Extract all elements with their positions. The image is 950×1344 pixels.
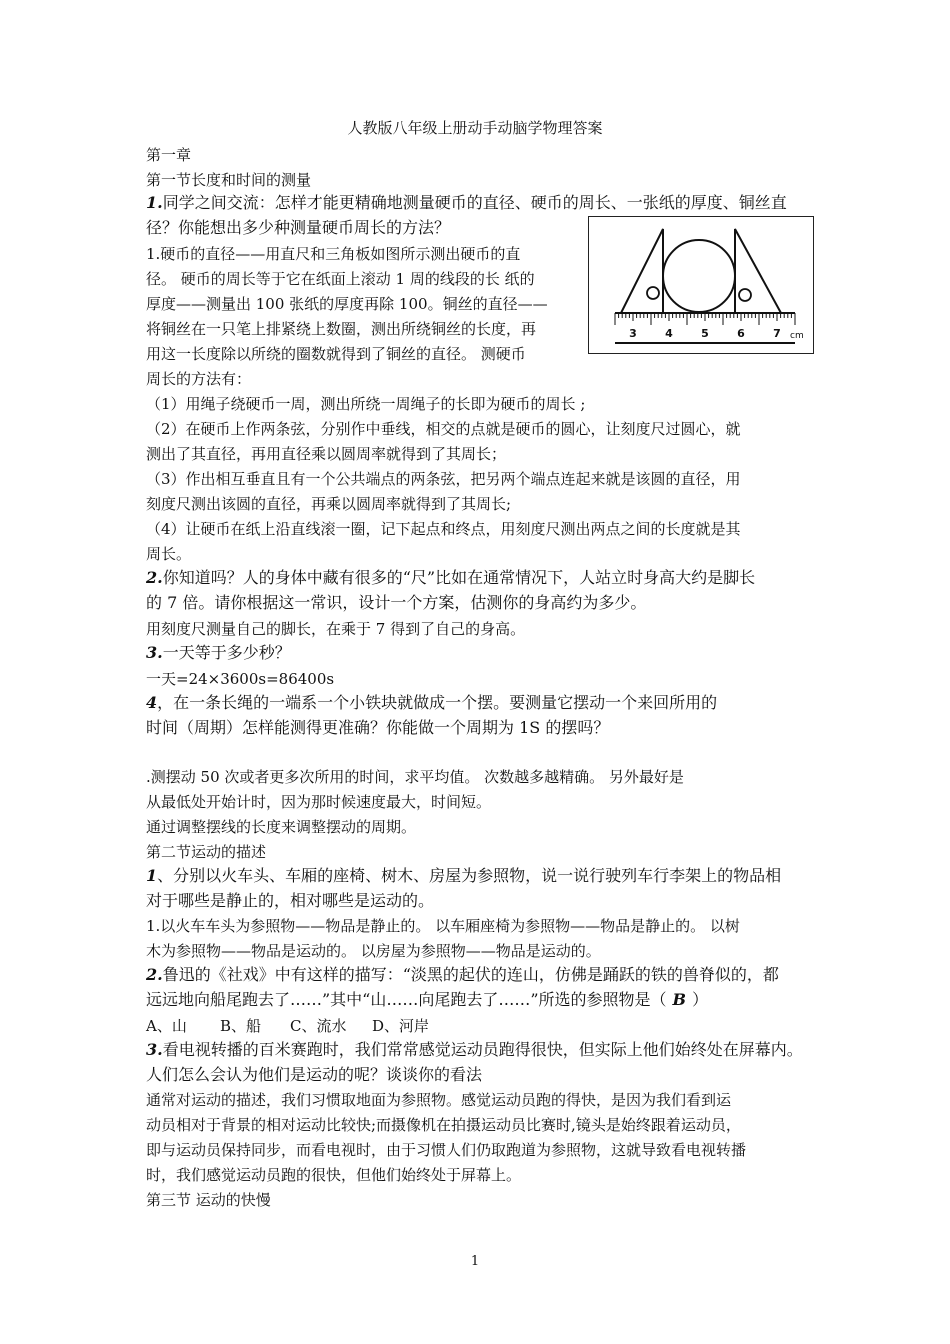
coin-diameter-figure [588, 216, 814, 354]
answer-line: 厚度——测量出 100 张纸的厚度再除 100。铜丝的直径—— [146, 295, 548, 313]
question-line: 人们怎么会认为他们是运动的呢？谈谈你的看法 [146, 1065, 483, 1084]
ruler-triangle-coin-illustration [589, 217, 813, 353]
question-line: 时间（周期）怎样能测得更准确？你能做一个周期为 1S 的摆吗？ [146, 718, 610, 737]
question-line [146, 568, 755, 588]
question-text: 你知道吗？人的身体中藏有很多的“尺”比如在通常情况下，人站立时身高大约是脚长 [162, 568, 756, 587]
question-line: 径？你能想出多少种测量硬币周长的方法？ [146, 218, 451, 237]
question-line [146, 990, 708, 1010]
section-heading: 第一节长度和时间的测量 [146, 171, 312, 189]
chapter-heading: 第一章 [146, 146, 192, 164]
section-heading: 第二节运动的描述 [146, 843, 267, 861]
section-heading: 第三节 运动的快慢 [146, 1191, 271, 1209]
answer-line: 从最低处开始计时，因为那时候速度最大，时间短。 [146, 793, 492, 811]
answer-line: 1.硬币的直径——用直尺和三角板如图所示测出硬币的直 [146, 245, 521, 263]
ruler-tick-label: 4 [665, 327, 673, 340]
method-line: （2）在硬币上作两条弦，分别作中垂线，相交的点就是硬币的圆心，让刻度尺过圆心，就 [146, 420, 741, 438]
question-text: 远远地向船尾跑去了……”其中“山……向尾跑去了……”所选的参照物是（ [146, 990, 667, 1009]
question-line [146, 693, 717, 713]
question-text: 同学之间交流：怎样才能更精确地测量硬币的直径、硬币的周长、一张纸的厚度、铜丝直 [162, 193, 787, 212]
answer-line: 时，我们感觉运动员跑的很快，但他们始终处于屏幕上。 [146, 1166, 522, 1184]
method-line: （1）用绳子绕硬币一周，测出所绕一周绳子的长即为硬币的周长 ; [146, 395, 586, 413]
answer-line: .测摆动 50 次或者更多次所用的时间，求平均值。 次数越多越精确。 另外最好是 [146, 768, 684, 786]
option-a: A、山 [146, 1017, 187, 1035]
question-number: 1 [146, 866, 158, 885]
answer-line: 通过调整摆线的长度来调整摆动的周期。 [146, 818, 417, 836]
ruler-ticks [615, 313, 795, 325]
answer-line: 将铜丝在一只笔上排紧绕上数圈，测出所绕铜丝的长度，再 [146, 320, 537, 338]
question-number: 2. [146, 965, 163, 984]
question-number: 1. [146, 193, 163, 212]
ruler-unit-label: cm [790, 331, 804, 341]
question-number: 3. [146, 1040, 163, 1059]
question-line: 的 7 倍。请你根据这一常识，设计一个方案，估测你的身高约为多少。 [146, 593, 647, 612]
answer-line: 一天=24×3600s=86400s [146, 670, 335, 688]
option-c: C、流水 [290, 1017, 347, 1035]
answer-line: 径。 硬币的周长等于它在纸面上滚动 1 周的线段的长 纸的 [146, 270, 535, 288]
answer-line: 即与运动员保持同步，而看电视时，由于习惯人们仍取跑道为参照物，这就导致看电视转播 [146, 1141, 747, 1159]
method-line: 刻度尺测出该圆的直径，再乘以圆周率就得到了其周长; [146, 495, 512, 513]
question-line [146, 643, 291, 663]
answer-line: 周长的方法有： [146, 370, 252, 388]
ruler-tick-label: 7 [773, 327, 781, 340]
left-triangle-hole [647, 287, 659, 299]
right-triangle-hole [739, 289, 751, 301]
option-d: D、河岸 [372, 1017, 430, 1035]
ruler-tick-label: 3 [629, 327, 637, 340]
answer-line: 1.以火车车头为参照物——物品是静止的。 以车厢座椅为参照物——物品是静止的。 以树 [146, 917, 740, 935]
method-line: 测出了其直径，再用直径乘以圆周率就得到了其周长； [146, 445, 507, 463]
question-text: ） [692, 990, 709, 1009]
question-text: ，在一条长绳的一端系一个小铁块就做成一个摆。要测量它摆动一个来回所用的 [157, 693, 718, 712]
answer-line: 动员相对于背景的相对运动比较快;而摄像机在拍摄运动员比赛时,镜头是始终跟着运动员， [146, 1116, 741, 1134]
ruler-tick-label: 5 [701, 327, 709, 340]
left-triangle [621, 229, 663, 313]
answer-line: 通常对运动的描述，我们习惯取地面为参照物。感觉运动员跑的得快，是因为我们看到运 [146, 1091, 732, 1109]
question-text: 、分别以火车头、车厢的座椅、树木、房屋为参照物，说一说行驶列车行李架上的物品相 [157, 866, 782, 885]
question-number: 2. [146, 568, 163, 587]
question-line [146, 193, 787, 213]
method-line: （4）让硬币在纸上沿直线滚一圈，记下起点和终点，用刻度尺测出两点之间的长度就是其 [146, 520, 741, 538]
answer-line: 用这一长度除以所绕的圈数就得到了铜丝的直径。 测硬币 [146, 345, 526, 363]
coin-circle [663, 240, 735, 312]
question-text: 一天等于多少秒？ [162, 643, 291, 662]
method-line: （3）作出相互垂直且有一个公共端点的两条弦，把另两个端点连起来就是该圆的直径，用 [146, 470, 741, 488]
answer-line: 用刻度尺测量自己的脚长，在乘于 7 得到了自己的身高。 [146, 620, 526, 638]
question-text: 鲁迅的《社戏》中有这样的描写：“淡黑的起伏的连山，仿佛是踊跃的铁的兽脊似的，都 [162, 965, 779, 984]
answer-line: 木为参照物——物品是运动的。 以房屋为参照物——物品是运动的。 [146, 942, 601, 960]
options-line [146, 1016, 429, 1036]
document-title: 人教版八年级上册动手动脑学物理答案 [347, 119, 603, 137]
question-number: 4 [146, 693, 158, 712]
question-line: 对于哪些是静止的，相对哪些是运动的。 [146, 891, 435, 910]
method-line: 周长。 [146, 545, 192, 563]
page-number: 1 [470, 1254, 480, 1269]
question-text: 看电视转播的百米赛跑时，我们常常感觉运动员跑得很快，但实际上他们始终处在屏幕内。 [162, 1040, 803, 1059]
question-line [146, 965, 779, 985]
question-line [146, 1040, 803, 1060]
question-number: 3. [146, 643, 163, 662]
option-b: B、船 [220, 1017, 262, 1035]
selected-answer: B [672, 990, 687, 1009]
question-line [146, 866, 781, 886]
ruler-tick-label: 6 [737, 327, 745, 340]
